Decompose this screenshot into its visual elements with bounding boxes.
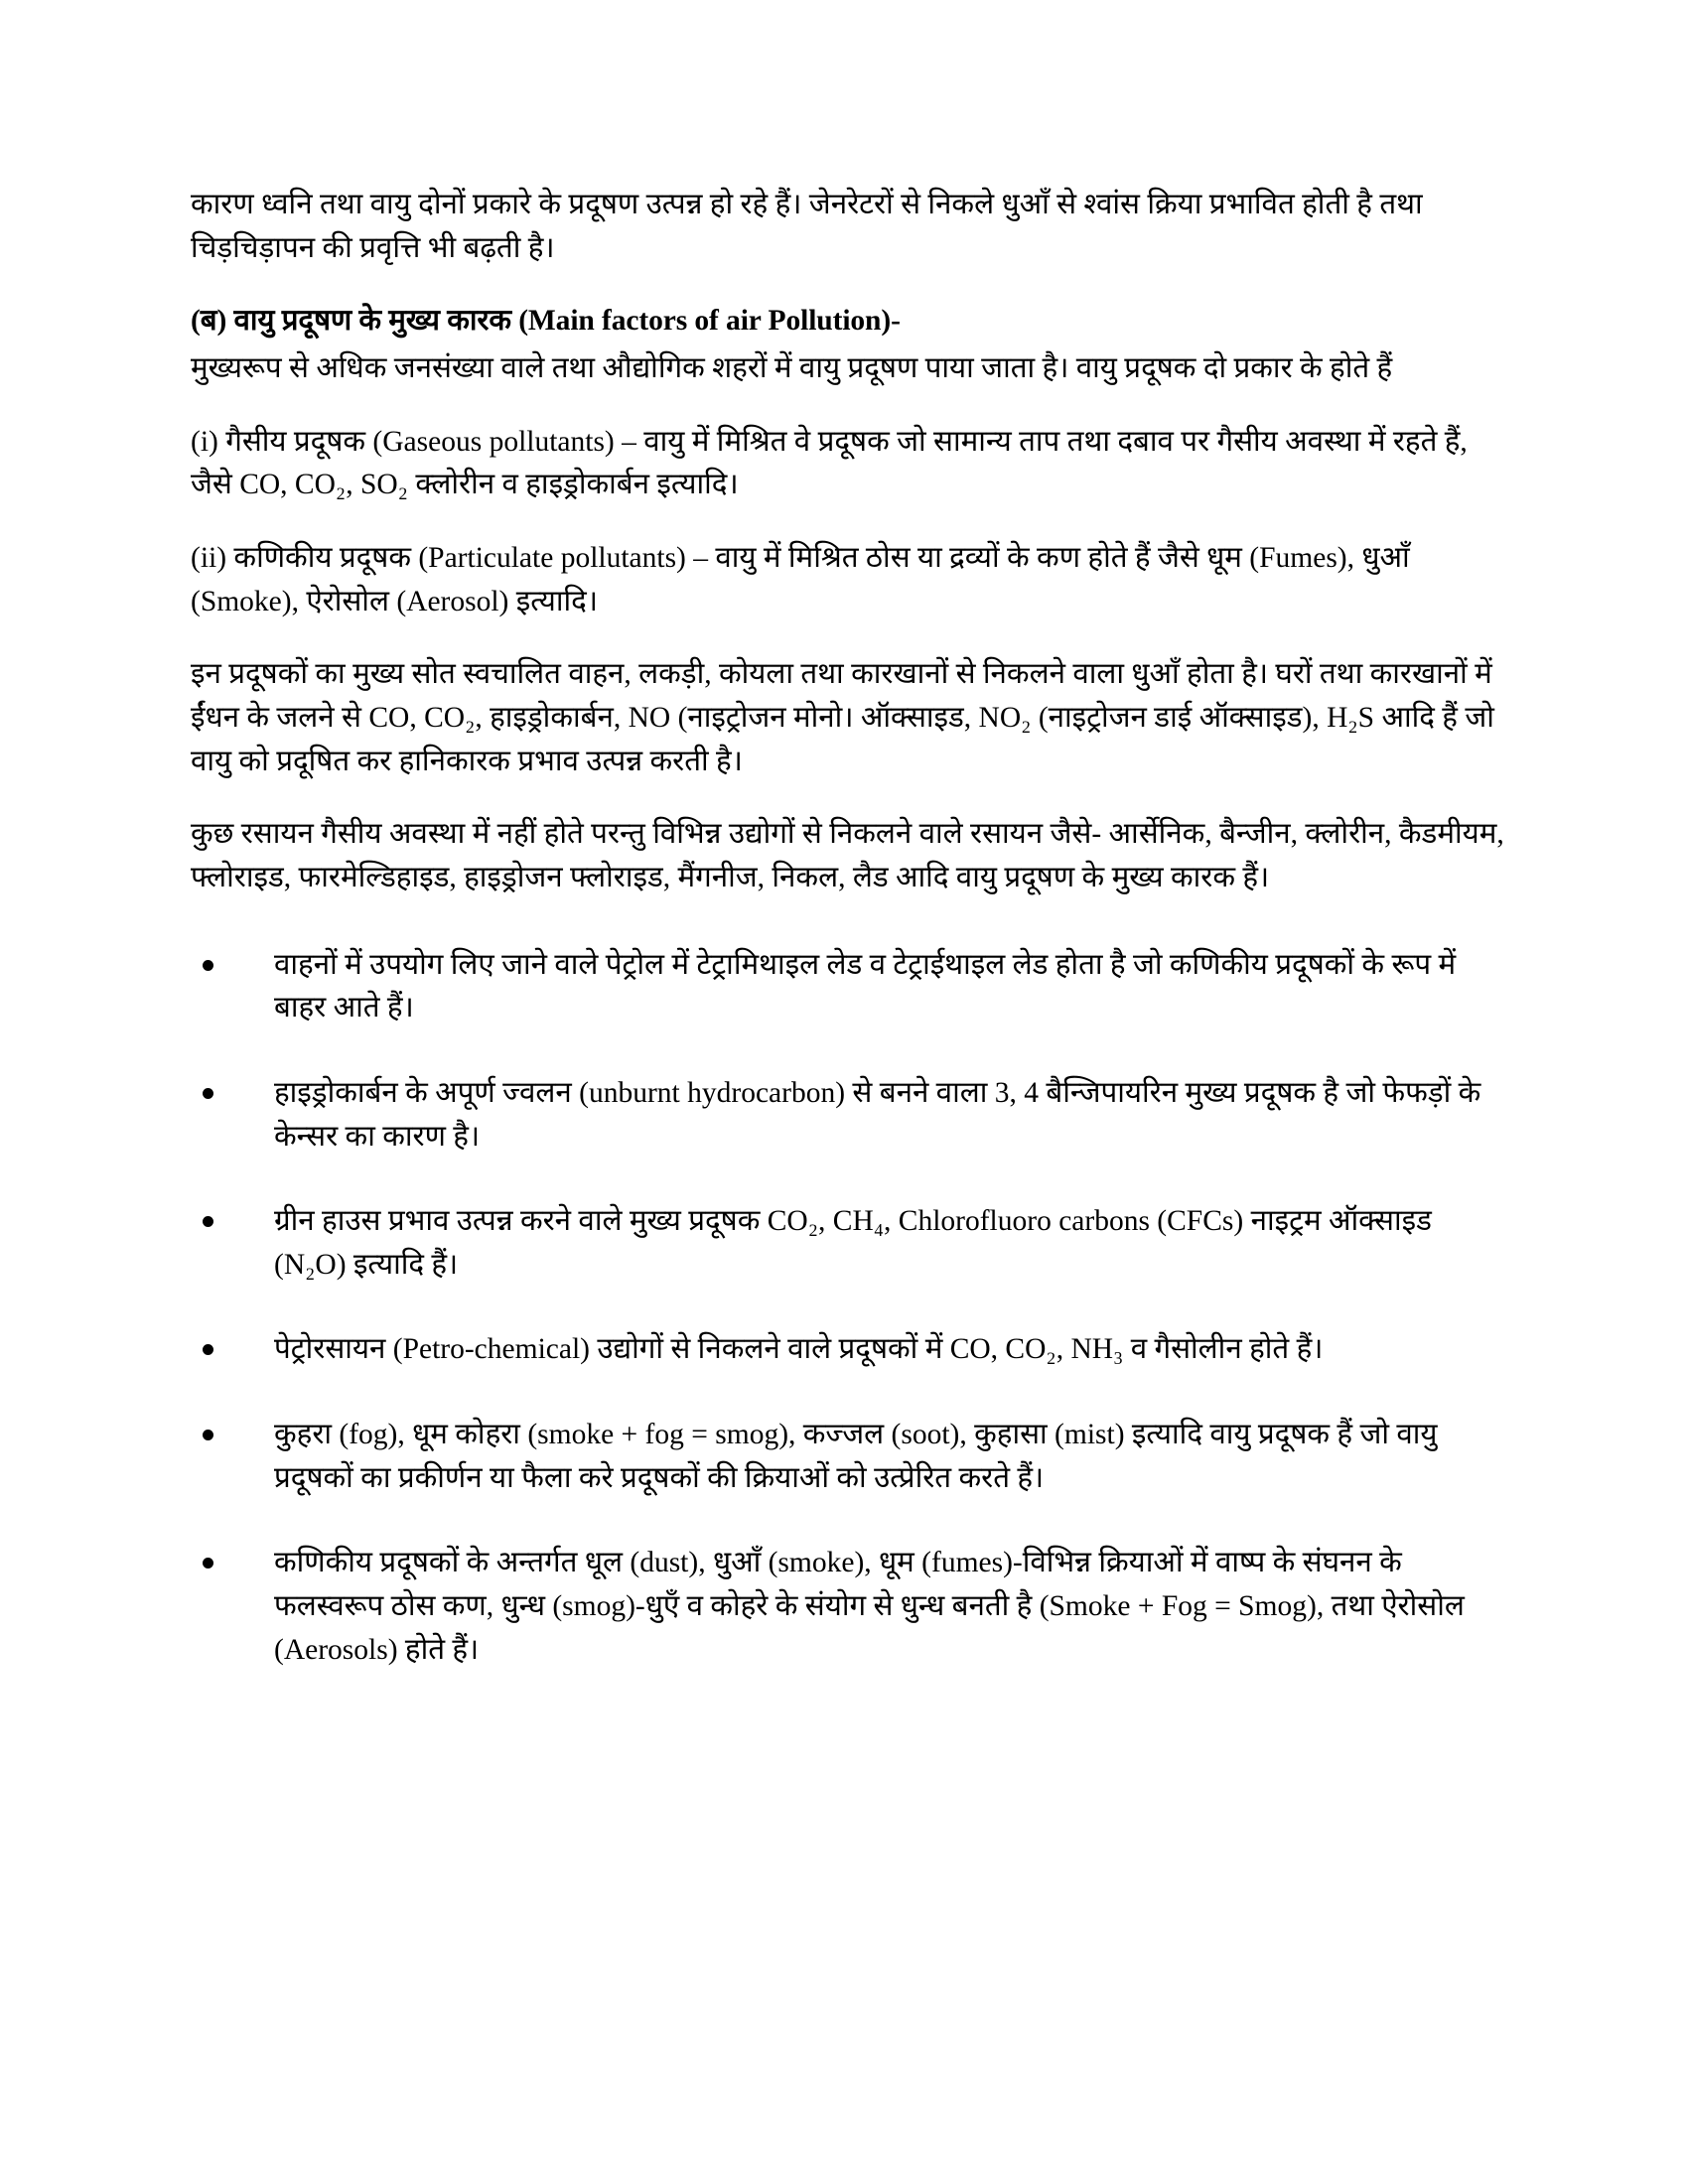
list-item-text: कणिकीय प्रदूषकों के अन्तर्गत धूल (dust), धुआँ (smoke), धूम (fumes)-विभिन्न क्रियाओं में वाष्प के संघनन के फलस्वरूप ठोस कण, धुन्ध (smog)-धुऍं व कोहरे के संयोग से धुन्ध बनती है (Smoke + Fog = Smog), तथा ऐरोसोल (Aerosols) होते हैं।: [274, 1547, 1465, 1666]
list-item-text: पेट्रोरसायन (Petro-chemical) उद्योगों से निकलने वाले प्रदूषकों में CO, CO₂, NH₃ व गैसोलीन होते हैं।: [274, 1333, 1324, 1366]
list-item: [191, 1328, 1504, 1372]
list-item-text: वाहनों में उपयोग लिए जाने वाले पेट्रोल में टेट्रामिथाइल लेड व टेट्राईथाइल लेड होता है जो कणिकीय प्रदूषकों के रूप में बाहर आते हैं।: [274, 948, 1457, 1024]
list-item-text: कुहरा (fog), धूम कोहरा (smoke + fog = smog), कज्जल (soot), कुहासा (mist) इत्यादि वायु प्रदूषक हैं जो वायु प्रदूषकों का प्रकीर्णन या फैला करे प्रदूषकों की क्रियाओं को उत्प्रेरित करते हैं।: [274, 1419, 1438, 1494]
air-pollution-factors-list: [191, 944, 1504, 1673]
section-heading: (ब) वायु प्रदूषण के मुख्य कारक (Main factors of air Pollution)-: [191, 305, 901, 338]
gaseous-pollutants-paragraph: (i) गैसीय प्रदूषक (Gaseous pollutants) – वायु में मिश्रित वे प्रदूषक जो सामान्य ताप तथा दबाव पर गैसीय अवस्था में रहते हैं, जैसे CO, CO₂, SO₂ क्लोरीन व हाइड्रोकार्बन इत्यादि।: [191, 425, 1468, 501]
heading-paragraph: मुख्यरूप से अधिक जनसंख्या वाले तथा औद्योगिक शहरों में वायु प्रदूषण पाया जाता है। वायु प्रदूषक दो प्रकार के होते हैं: [191, 351, 1393, 384]
bullet-dot-icon: [203, 1558, 213, 1569]
list-item-text: हाइड्रोकार्बन के अपूर्ण ज्वलन (unburnt hydrocarbon) से बनने वाला 3, 4 बैन्जिपायरिन मुख्य प्रदूषक है जो फेफड़ों के केन्सर का कारण है।: [274, 1076, 1481, 1153]
list-item-text: ग्रीन हाउस प्रभाव उत्पन्न करने वाले मुख्य प्रदूषक CO₂, CH₄, Chlorofluoro carbons (CFCs) नाइट्रम ऑक्साइड (N₂O) इत्यादि हैं।: [274, 1205, 1432, 1281]
bullet-dot-icon: [203, 1430, 213, 1440]
sources-paragraph: इन प्रदूषकों का मुख्य सोत स्वचालित वाहन, लकड़ी, कोयला तथा कारखानों से निकलने वाला धुआँ होता है। घरों तथा कारखानों में ईंधन के जलने से CO, CO₂, हाइड्रोकार्बन, NO (नाइट्रोजन मोनो। ऑक्साइड, NO₂ (नाइट्रोजन डाई ऑक्साइड), H₂S आदि हैं जो वायु को प्रदूषित कर हानिकारक प्रभाव उत्पन्न करती है।: [191, 658, 1494, 777]
list-item: [191, 1414, 1504, 1500]
bullet-dot-icon: [203, 1088, 213, 1099]
bullet-dot-icon: [203, 960, 213, 971]
bullet-dot-icon: [203, 1216, 213, 1227]
list-item: [191, 1200, 1504, 1287]
bullet-dot-icon: [203, 1344, 213, 1355]
document-body: [191, 184, 1504, 1672]
chemicals-paragraph: कुछ रसायन गैसीय अवस्था में नहीं होते परन्तु विभिन्न उद्योगों से निकलने वाले रसायन जैसे- आर्सेनिक, बैन्जीन, क्लोरीन, कैडमीयम, फ्लोराइड, फारमेल्डिहाइड, हाइड्रोजन फ्लोराइड, मैंगनीज, निकल, लैड आदि वायु प्रदूषण के मुख्य कारक हैं।: [191, 818, 1504, 893]
list-item: [191, 944, 1504, 1030]
particulate-pollutants-paragraph: (ii) कणिकीय प्रदूषक (Particulate pollutants) – वायु में मिश्रित ठोस या द्रव्यों के कण होते हैं जैसे धूम (Fumes), धुआँ (Smoke), ऐरोसोल (Aerosol) इत्यादि।: [191, 541, 1410, 617]
list-item: [191, 1072, 1504, 1159]
list-item: [191, 1542, 1504, 1672]
intro-paragraph: कारण ध्वनि तथा वायु दोनों प्रकारे के प्रदूषण उत्पन्न हो रहे हैं। जेनरेटरों से निकले धुआँ से श्वांस क्रिया प्रभावित होती है तथा चिड़चिड़ापन की प्रवृत्ति भी बढ़ती है।: [191, 189, 1423, 264]
